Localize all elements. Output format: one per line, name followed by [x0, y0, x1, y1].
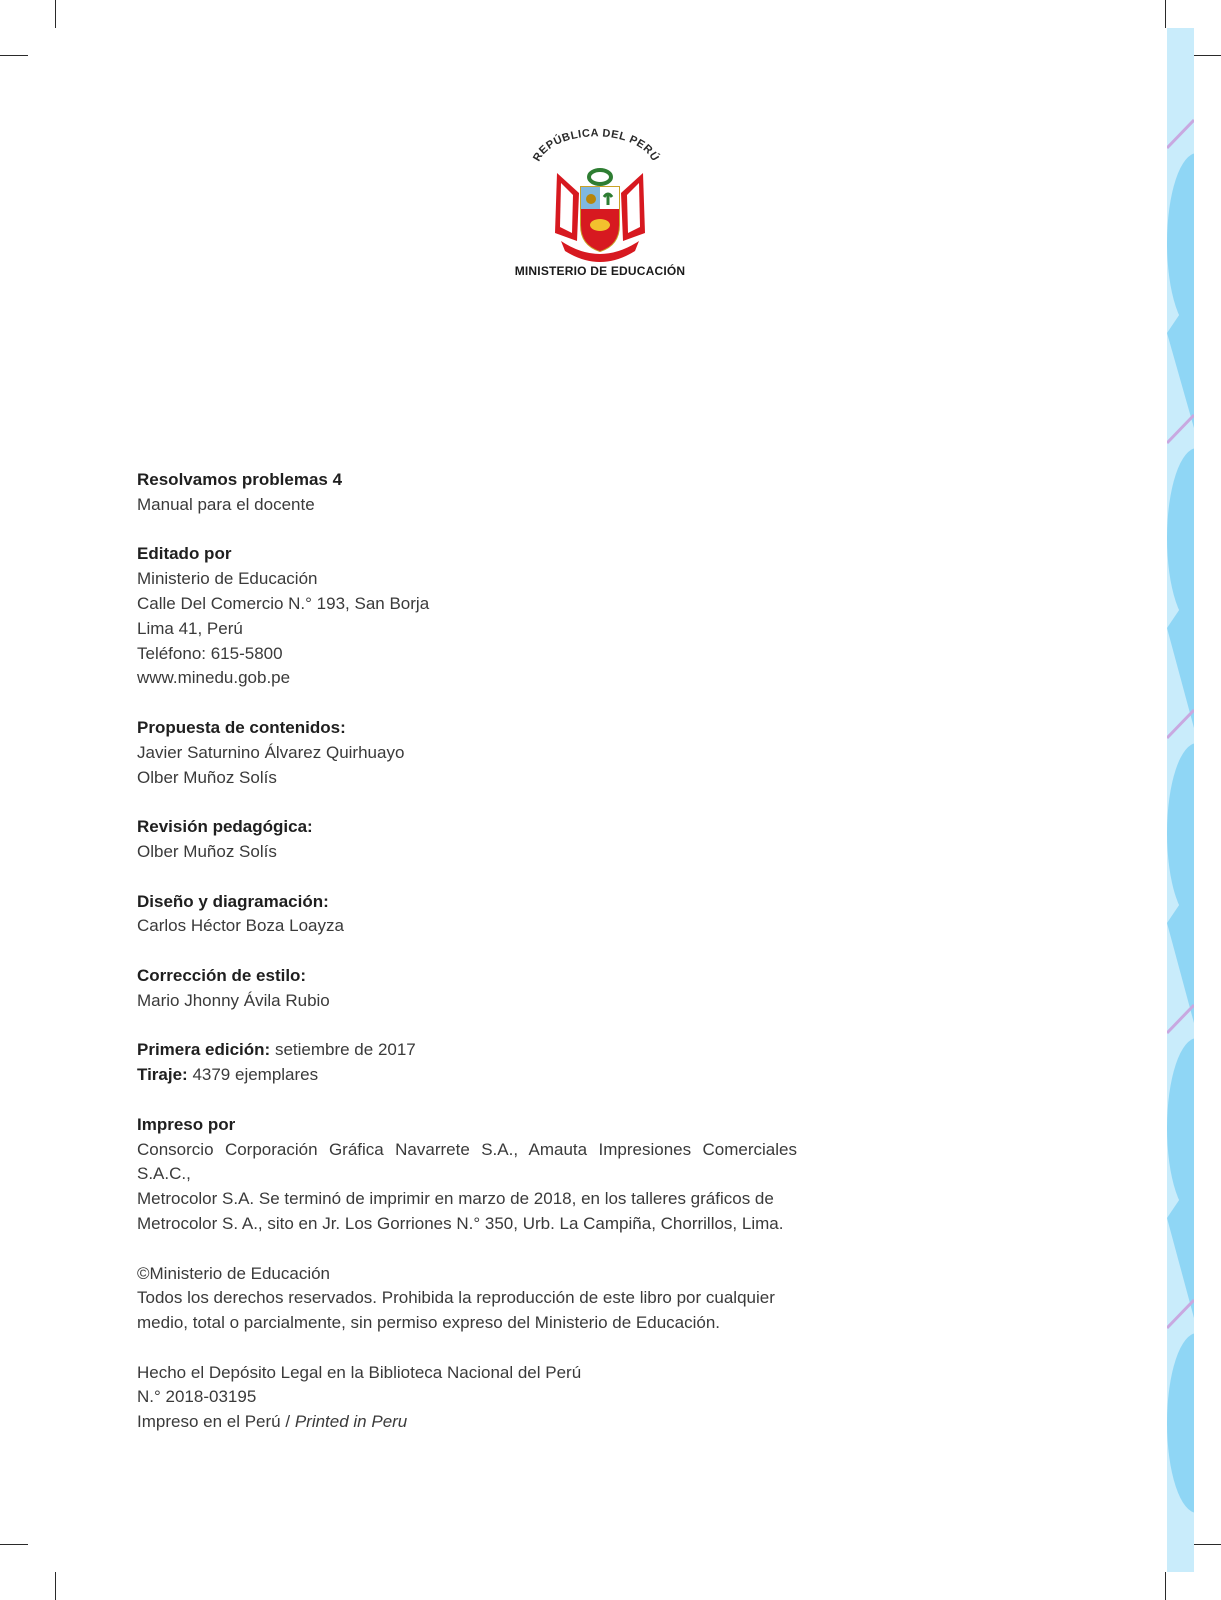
svg-text:REPÚBLICA DEL PERÚ: REPÚBLICA DEL PERÚ	[530, 128, 662, 164]
print-run-value: 4379 ejemplares	[187, 1065, 319, 1085]
credit-heading: Revisión pedagógica:	[137, 817, 313, 837]
publisher-website: www.minedu.gob.pe	[137, 668, 291, 688]
printed-in-en: Printed in Peru	[294, 1412, 408, 1432]
legal-deposit: Hecho el Depósito Legal en la Biblioteca Nacional del Perú	[137, 1362, 582, 1382]
crop-mark	[1165, 1572, 1166, 1600]
copyright-holder: ©Ministerio de Educación	[137, 1263, 331, 1283]
publisher-heading: Editado por	[137, 544, 232, 564]
credit-name: Carlos Héctor Boza Loayza	[137, 916, 344, 936]
printer-heading: Impreso por	[137, 1114, 236, 1134]
credit-name: Olber Muñoz Solís	[137, 841, 277, 861]
first-edition	[137, 1038, 797, 1063]
printer-line: Metrocolor S. A., sito en Jr. Los Gorriones N.° 350, Urb. La Campiña, Chorrillos, Lima.	[137, 1213, 784, 1233]
copyright-notice: medio, total o parcialmente, sin permiso expreso del Ministerio de Educación.	[137, 1313, 721, 1333]
printer-line: Metrocolor S.A. Se terminó de imprimir en marzo de 2018, en los talleres gráficos de	[137, 1189, 774, 1209]
printed-in	[137, 1410, 797, 1435]
decorative-side-strip	[1167, 28, 1194, 1572]
crop-mark	[0, 1544, 28, 1545]
book-subtitle: Manual para el docente	[137, 494, 315, 514]
publisher-line: Calle Del Comercio N.° 193, San Borja	[137, 593, 430, 613]
credit-name: Olber Muñoz Solís	[137, 767, 277, 787]
legal-deposit-number: N.° 2018-03195	[137, 1387, 257, 1407]
credit-heading: Propuesta de contenidos:	[137, 717, 346, 737]
crop-mark	[1193, 55, 1221, 56]
publisher-line: Ministerio de Educación	[137, 569, 318, 589]
credit-name: Mario Jhonny Ávila Rubio	[137, 990, 330, 1010]
crop-mark	[55, 1572, 56, 1600]
credit-name: Javier Saturnino Álvarez Quirhuayo	[137, 742, 405, 762]
first-edition-label: Primera edición:	[137, 1040, 271, 1060]
colophon	[137, 468, 797, 1435]
copyright-notice: Todos los derechos reservados. Prohibida la reproducción de este libro por cualquier	[137, 1288, 775, 1308]
peru-coat-of-arms-icon	[551, 163, 649, 263]
credit-heading: Corrección de estilo:	[137, 965, 307, 985]
publisher-line: Lima 41, Perú	[137, 618, 243, 638]
crop-mark	[1193, 1544, 1221, 1545]
crop-mark	[1165, 0, 1166, 28]
book-title: Resolvamos problemas 4	[137, 470, 343, 489]
ministry-logo	[510, 128, 690, 280]
crop-mark	[55, 0, 56, 28]
first-edition-value: setiembre de 2017	[270, 1040, 416, 1060]
logo-caption: MINISTERIO DE EDUCACIÓN	[514, 264, 686, 278]
crop-mark	[0, 55, 28, 56]
publisher-line: Teléfono: 615-5800	[137, 643, 283, 663]
printed-in-es: Impreso en el Perú /	[137, 1412, 295, 1432]
print-run-label: Tiraje:	[137, 1065, 188, 1085]
print-run	[137, 1063, 797, 1088]
printer-line: Consorcio Corporación Gráfica Navarrete S.A., Amauta Impresiones Comerciales S.A.C.,	[137, 1139, 797, 1184]
credit-heading: Diseño y diagramación:	[137, 891, 329, 911]
